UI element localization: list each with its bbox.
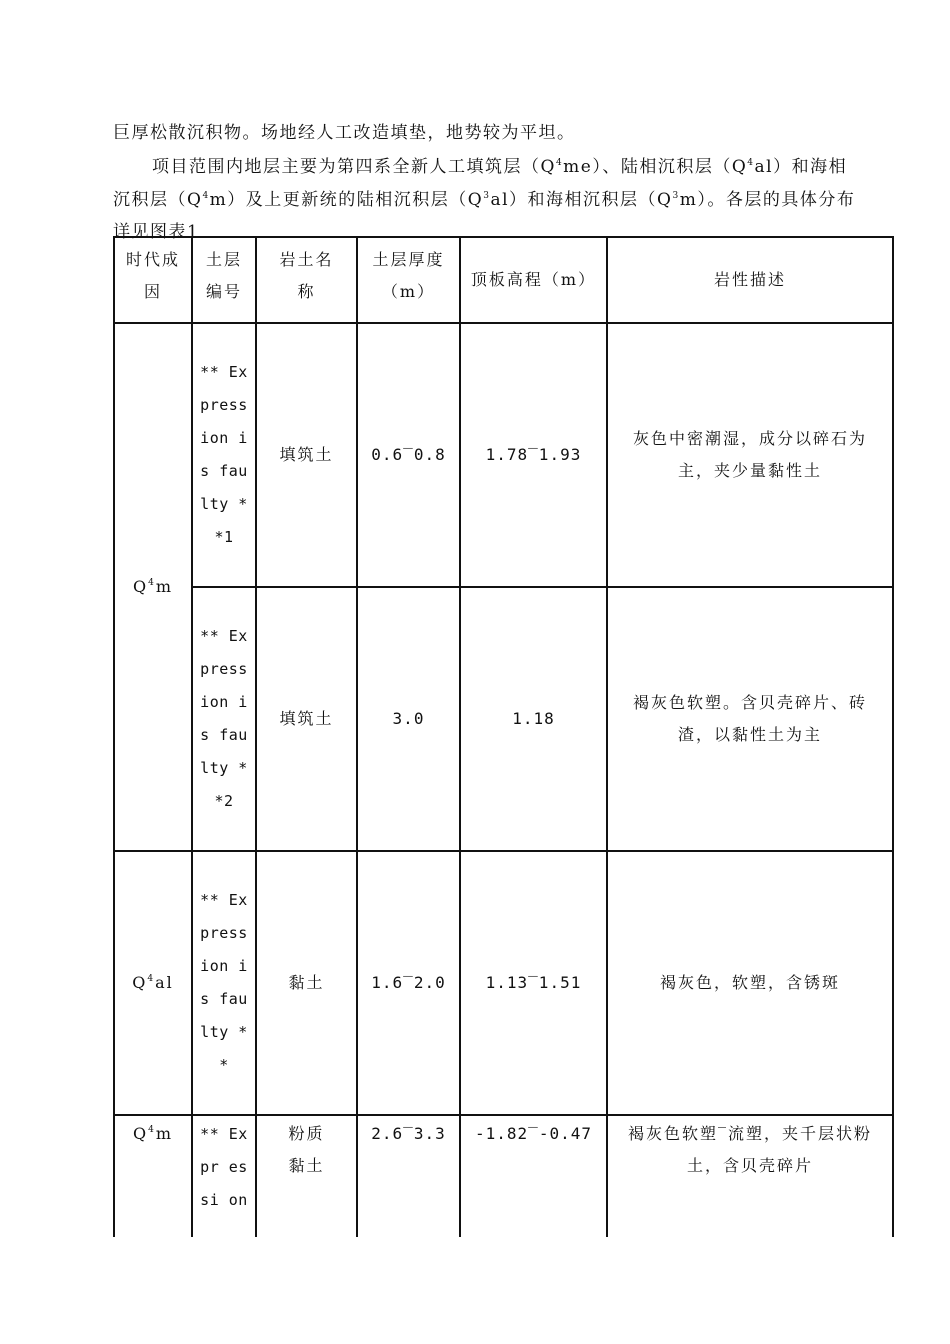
description-cell: 灰色中密潮湿，成分以碎石为主，夹少量黏性土	[607, 323, 893, 587]
era-cell: $Q^4al$	[114, 851, 192, 1115]
paragraph-line-3: 沉积层$(Q^4m)$及上更新统的陆相沉积层$(Q^3al)$和海相沉积层$(Q^3m)$。各层的具体分布	[113, 190, 856, 210]
description-cell: 褐灰色软塑‾流塑，夹千层状粉土，含贝壳碎片	[607, 1115, 893, 1237]
elevation-cell: 1.18	[460, 587, 607, 851]
soil-name-cell: 填筑土	[256, 587, 357, 851]
elevation-cell: 1.13‾1.51	[460, 851, 607, 1115]
header-elevation: 顶板高程（m）	[460, 237, 607, 323]
table-row	[114, 1115, 893, 1237]
paragraph-line-1: 巨厚松散沉积物。场地经人工改造填垫，地势较为平坦。	[113, 123, 576, 143]
elevation-cell: -1.82‾-0.47	[460, 1115, 607, 1237]
header-thickness: 土层厚度（m）	[357, 237, 460, 323]
thickness-cell: 0.6‾0.8	[357, 323, 460, 587]
thickness-cell: 1.6‾2.0	[357, 851, 460, 1115]
strata-table	[113, 236, 894, 1237]
layer-code-cell: ** Expression is faulty **1	[192, 323, 256, 587]
paragraph-line-4: 详见图表1	[113, 222, 200, 242]
header-layer-code: 土层编号	[192, 237, 256, 323]
layer-code-cell: ** Expr essi on	[192, 1115, 256, 1237]
table-row	[114, 851, 893, 1115]
era-cell: $Q^4m$	[114, 323, 192, 851]
header-era: 时代成因	[114, 237, 192, 323]
soil-name-cell: 黏土	[256, 851, 357, 1115]
era-cell: $Q^4m$	[114, 1115, 192, 1237]
thickness-cell: 3.0	[357, 587, 460, 851]
elevation-cell: 1.78‾1.93	[460, 323, 607, 587]
header-description: 岩性描述	[607, 237, 893, 323]
layer-code-cell: ** Expression is faulty **	[192, 851, 256, 1115]
thickness-cell: 2.6‾3.3	[357, 1115, 460, 1237]
soil-name-cell: 粉质黏土	[256, 1115, 357, 1237]
layer-code-cell: ** Expression is faulty **2	[192, 587, 256, 851]
table-row	[114, 323, 893, 587]
header-soil-name: 岩土名称	[256, 237, 357, 323]
paragraph-line-2: 项目范围内地层主要为第四系全新人工填筑层$(Q^4me)$、陆相沉积层$(Q^4al)$和海相	[152, 157, 848, 177]
table-header-row	[114, 237, 893, 323]
soil-name-cell: 填筑土	[256, 323, 357, 587]
table-row	[114, 587, 893, 851]
description-cell: 褐灰色软塑。含贝壳碎片、砖渣，以黏性土为主	[607, 587, 893, 851]
description-cell: 褐灰色，软塑，含锈斑	[607, 851, 893, 1115]
